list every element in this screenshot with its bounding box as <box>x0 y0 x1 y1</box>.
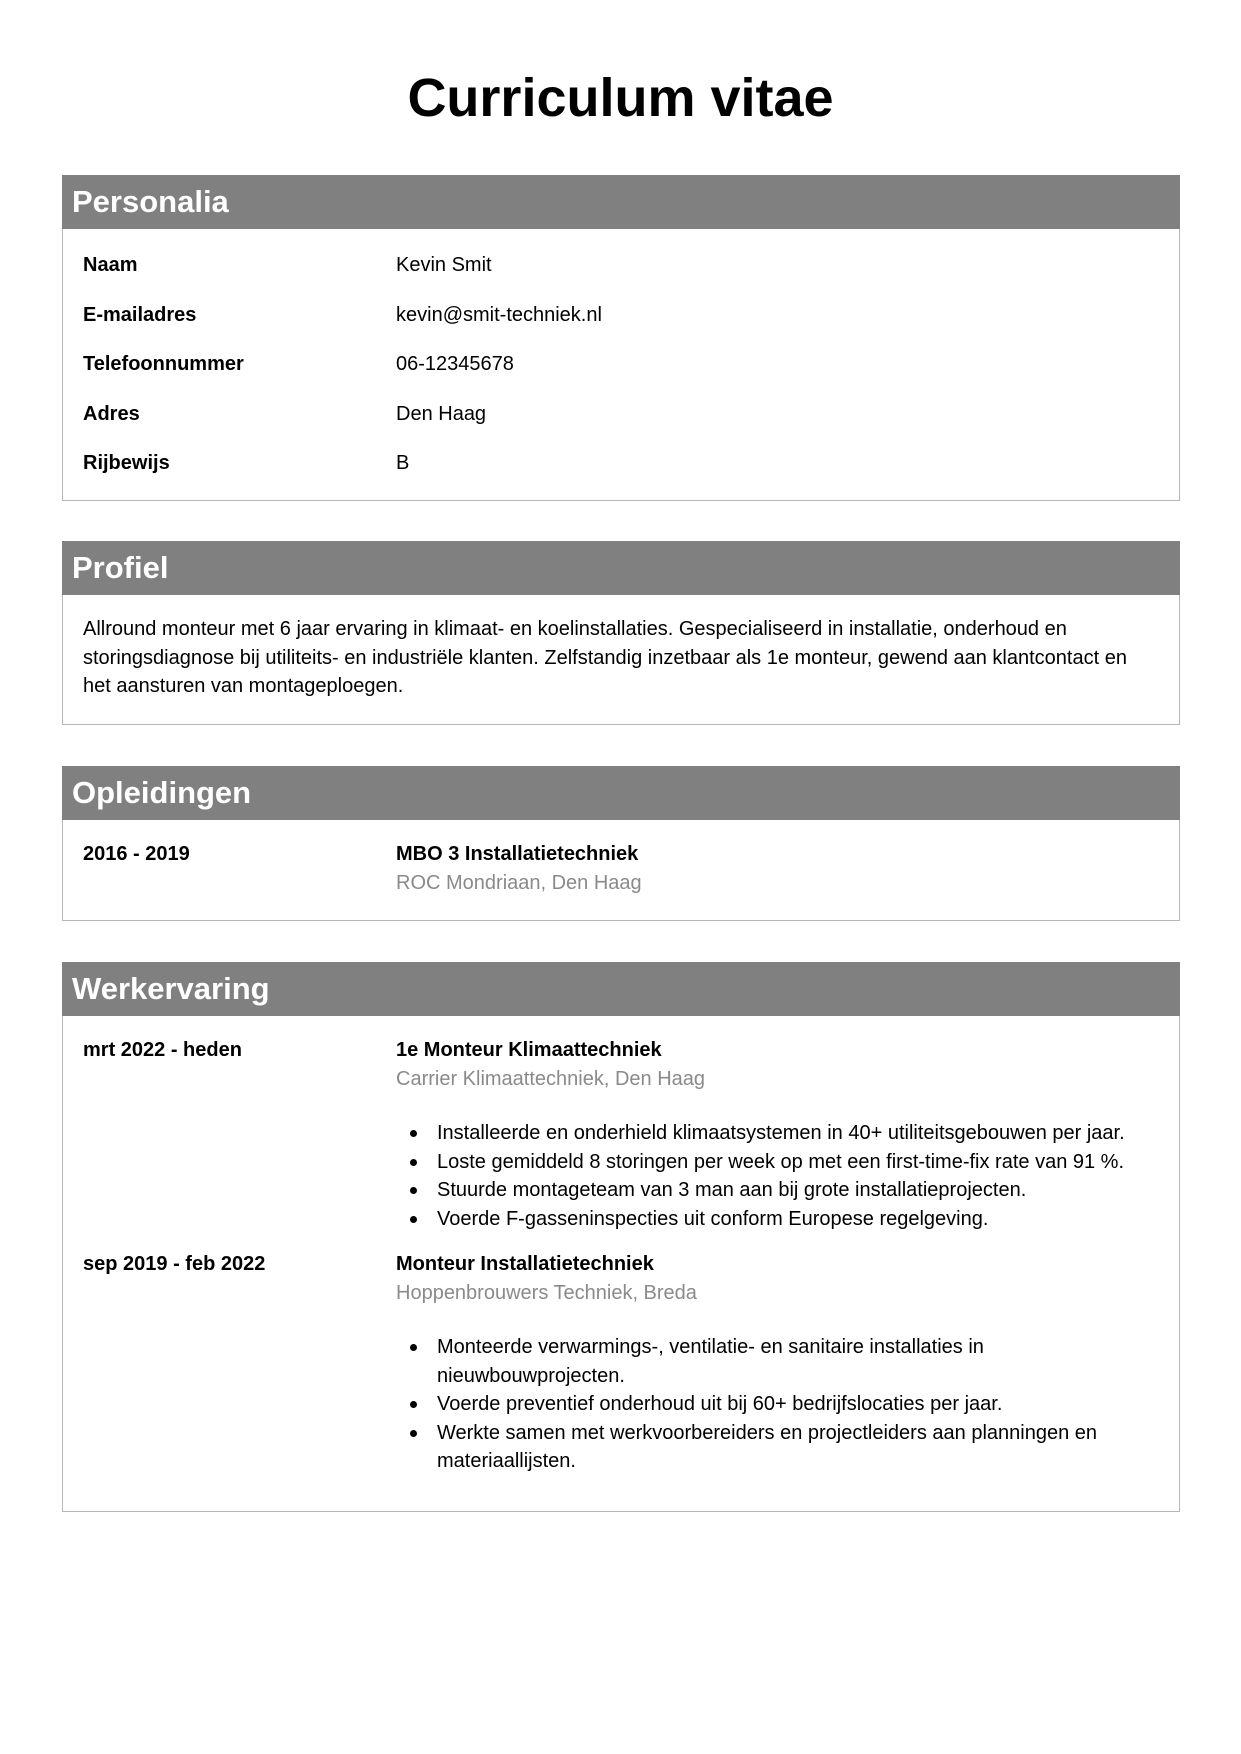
achievement-text: Voerde F-gasseninspecties uit conform Europese regelgeving. <box>437 1207 989 1230</box>
job-achievements-list <box>396 1119 1161 1233</box>
value-rijbewijs: B <box>396 452 410 474</box>
bullet-icon <box>410 1401 417 1408</box>
list-item <box>437 1205 1161 1234</box>
opleiding-title: MBO 3 Installatietechniek <box>396 843 639 865</box>
achievement-text: Loste gemiddeld 8 storingen per week op met een first-time-fix rate van 91 %. <box>437 1150 1125 1173</box>
job-achievements-list <box>396 1333 1161 1476</box>
list-item <box>437 1176 1161 1205</box>
page-title: Curriculum vitae <box>407 68 834 128</box>
profiel-text: Allround monteur met 6 jaar ervaring in klimaat- en koelinstallaties. Gespecialiseerd in installatie, onderhoud en storingsdiagnose bij utiliteits- en industriële klanten. Zelfstandig inzetbaar als 1e monteur, gewend aan klantcontact en het aansturen van montageploegen. <box>83 618 1127 697</box>
job-title: Monteur Installatietechniek <box>396 1253 654 1275</box>
label-adres: Adres <box>83 402 140 425</box>
label-naam: Naam <box>83 254 138 276</box>
werkervaring-entry <box>63 1250 1179 1476</box>
personalia-row-rijbewijs <box>63 451 1179 501</box>
opleiding-school: ROC Mondriaan, Den Haag <box>396 871 642 894</box>
bullet-icon <box>410 1159 417 1166</box>
personalia-row-naam <box>63 253 1179 303</box>
job-title: 1e Monteur Klimaattechniek <box>396 1039 662 1061</box>
value-email: kevin@smit-techniek.nl <box>396 303 602 326</box>
werkervaring-heading: Werkervaring <box>62 962 1180 1016</box>
job-employer: Hoppenbrouwers Techniek, Breda <box>396 1281 697 1304</box>
value-naam: Kevin Smit <box>396 254 492 276</box>
list-item <box>437 1419 1161 1476</box>
opleiding-period: 2016 - 2019 <box>83 843 190 865</box>
achievement-text: Installeerde en onderhield klimaatsystemen in 40+ utiliteitsgebouwen per jaar. <box>437 1122 1125 1144</box>
label-rijbewijs: Rijbewijs <box>83 452 170 474</box>
werkervaring-section <box>62 962 1180 1512</box>
opleidingen-section <box>62 766 1180 921</box>
achievement-text: Werkte samen met werkvoorbereiders en projectleiders aan planningen en materiaallijsten. <box>437 1421 1097 1472</box>
list-item <box>437 1119 1161 1148</box>
personalia-row-email <box>63 303 1179 353</box>
opleidingen-heading: Opleidingen <box>62 766 1180 820</box>
werkervaring-entry <box>63 1036 1179 1233</box>
bullet-icon <box>410 1216 417 1223</box>
profiel-heading: Profiel <box>62 541 1180 595</box>
opleiding-body <box>396 840 1179 897</box>
job-body <box>396 1250 1179 1476</box>
personalia-list <box>63 229 1179 501</box>
personalia-section <box>62 175 1180 501</box>
value-telefoon: 06-12345678 <box>396 353 514 375</box>
bullet-icon <box>410 1344 417 1351</box>
job-period: mrt 2022 - heden <box>83 1039 242 1061</box>
achievement-text: Voerde preventief onderhoud uit bij 60+ bedrijfslocaties per jaar. <box>437 1393 1003 1415</box>
job-body <box>396 1036 1179 1233</box>
opleiding-entry <box>63 840 1179 897</box>
job-period: sep 2019 - feb 2022 <box>83 1253 266 1275</box>
job-employer: Carrier Klimaattechniek, Den Haag <box>396 1067 706 1090</box>
achievement-text: Monteerde verwarmings-, ventilatie- en sanitaire installaties in nieuwbouwprojecten. <box>437 1336 984 1387</box>
label-email: E-mailadres <box>83 303 197 326</box>
bullet-icon <box>410 1130 417 1137</box>
bullet-icon <box>410 1187 417 1194</box>
personalia-row-telefoon <box>63 352 1179 402</box>
list-item <box>437 1390 1161 1419</box>
list-item <box>437 1148 1161 1177</box>
bullet-icon <box>410 1430 417 1437</box>
personalia-row-adres <box>63 402 1179 452</box>
value-adres: Den Haag <box>396 402 487 425</box>
label-telefoon: Telefoonnummer <box>83 353 244 375</box>
profiel-section <box>62 541 1180 725</box>
list-item <box>437 1333 1161 1390</box>
personalia-heading: Personalia <box>62 175 1180 229</box>
achievement-text: Stuurde montageteam van 3 man aan bij grote installatieprojecten. <box>437 1179 1027 1201</box>
